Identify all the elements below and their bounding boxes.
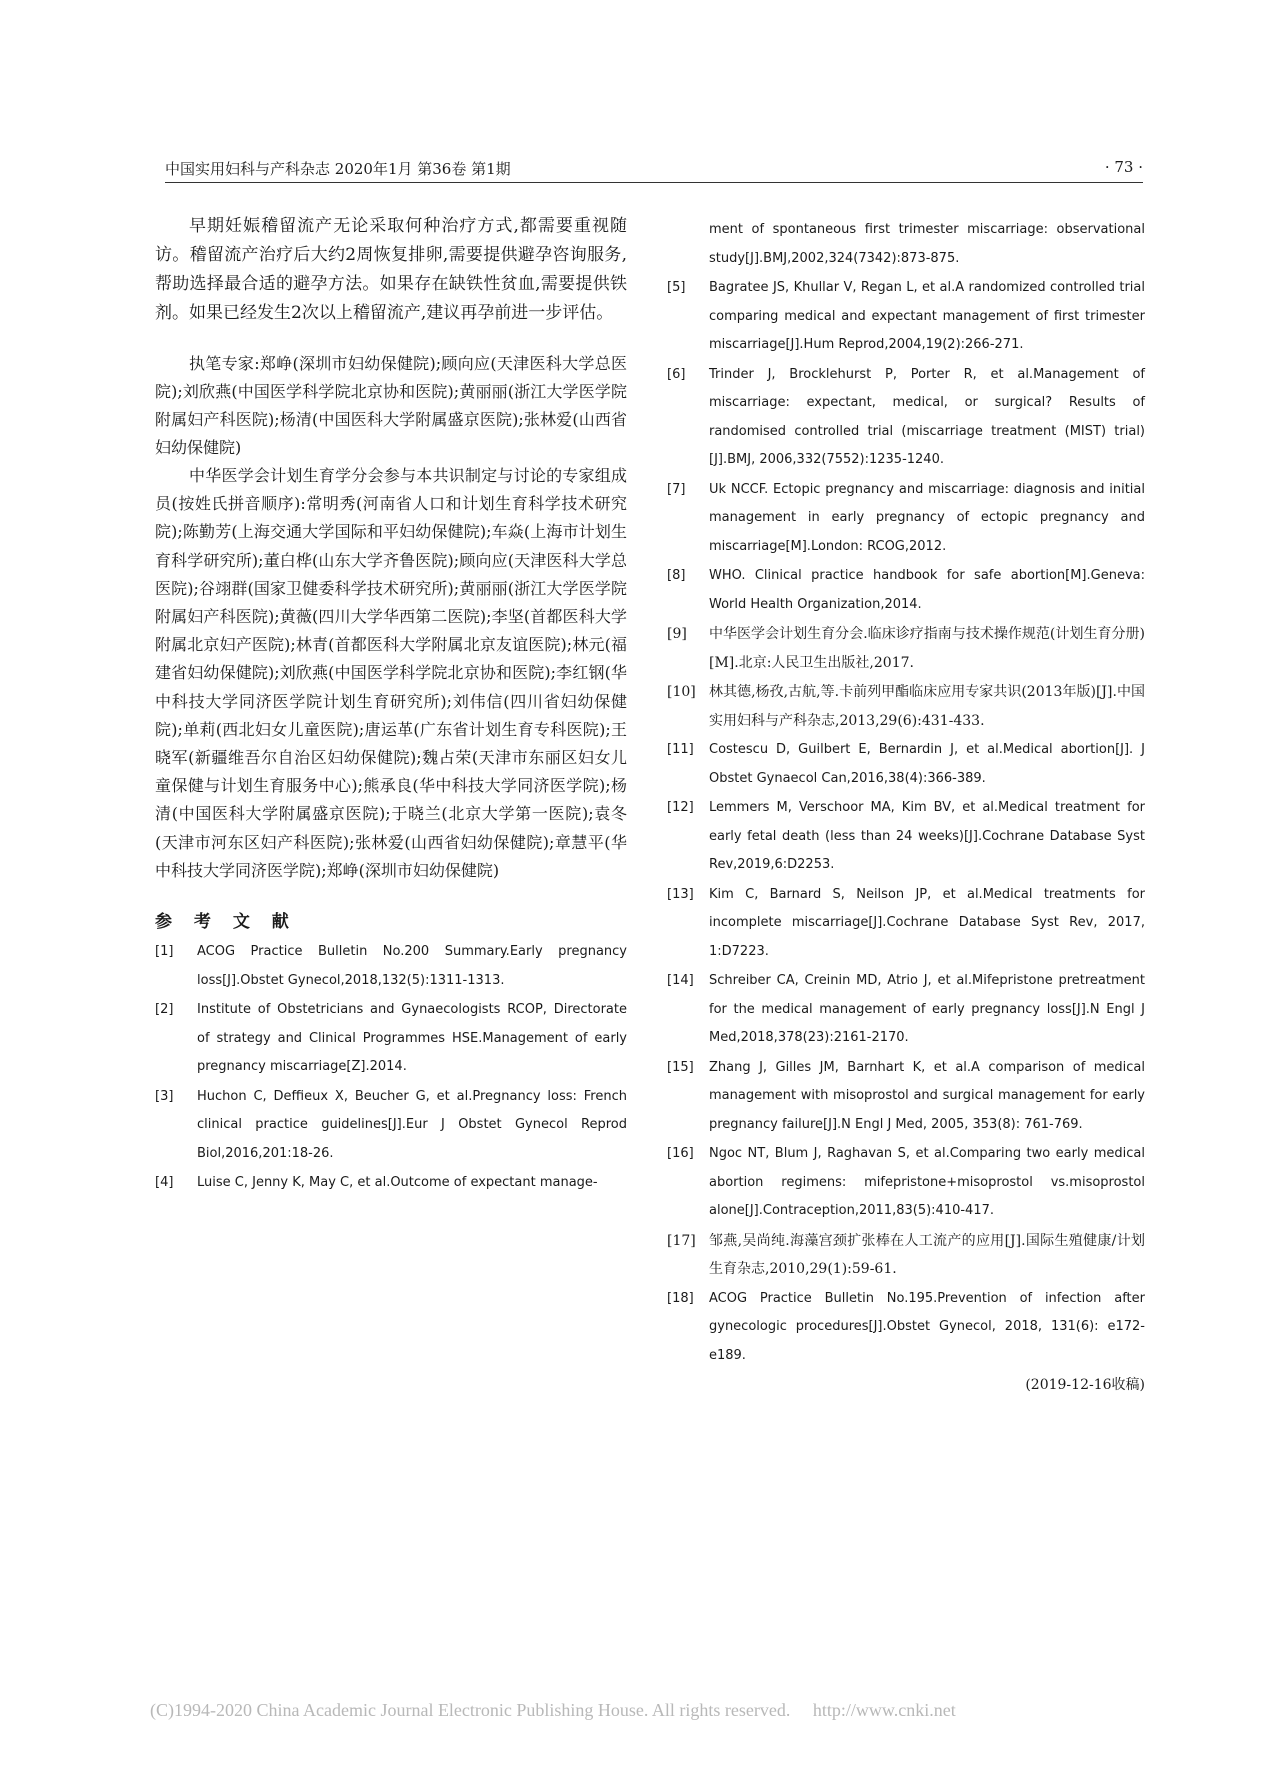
reference-number: [12] — [667, 800, 694, 815]
reference-item — [667, 620, 1145, 677]
reference-number: [11] — [667, 742, 694, 757]
references-list-left — [155, 938, 627, 1198]
reference-text: 中华医学会计划生育分会.临床诊疗指南与技术操作规范(计划生育分册)[M].北京:人民卫生出版社,2017. — [709, 626, 1145, 671]
reference-number: [15] — [667, 1059, 694, 1075]
reference-item — [155, 996, 627, 1082]
reference-item — [667, 562, 1145, 619]
reference-number: [16] — [667, 1146, 694, 1161]
reference-number: [9] — [667, 626, 687, 642]
reference-item — [155, 938, 627, 995]
reference-item — [667, 216, 1145, 273]
reference-text: Institute of Obstetricians and Gynaecologists RCOP, Directorate of strategy and Clinical Programmes HSE.Management of early pregnancy miscarriage[Z].2014. — [197, 1002, 627, 1075]
reference-item — [667, 476, 1145, 562]
reference-text: Huchon C, Deffieux X, Beucher G, et al.Pregnancy loss: French clinical practice guidelines[J].Eur J Obstet Gynecol Reprod Biol,2016,201:18-26. — [197, 1088, 627, 1161]
reference-number: [17] — [667, 1232, 696, 1249]
reference-item — [667, 967, 1145, 1053]
reference-text: Kim C, Barnard S, Neilson JP, et al.Medical treatments for incomplete miscarriage[J].Cochrane Database Syst Rev, 2017, 1:D7223. — [709, 886, 1145, 959]
reference-number: [3] — [155, 1088, 174, 1104]
left-column — [155, 212, 627, 1199]
reference-item — [667, 274, 1145, 360]
page-number: · 73 · — [1104, 158, 1143, 176]
reference-item — [667, 736, 1145, 793]
reference-number: [13] — [667, 886, 694, 902]
reference-number: [18] — [667, 1290, 694, 1306]
reference-item — [667, 361, 1145, 475]
running-header — [165, 156, 1143, 183]
reference-number: [10] — [667, 684, 696, 700]
reference-item — [667, 678, 1145, 735]
references-heading: 参 考 文 献 — [155, 912, 297, 933]
reference-text: Zhang J, Gilles JM, Barnhart K, et al.A comparison of medical management with misoprostol and surgical management for early pregnancy failure[J].N Engl J Med, 2005, 353(8): 761-769. — [709, 1059, 1145, 1132]
reference-number: [2] — [155, 1002, 174, 1018]
reference-item — [155, 1169, 627, 1198]
reference-item — [155, 1083, 627, 1169]
expert-group-paragraph: 中华医学会计划生育学分会参与本共识制定与讨论的专家组成员(按姓氏拼音顺序):常明秀(河南省人口和计划生育科学技术研究院);陈勤芳(上海交通大学国际和平妇幼保健院);车焱(上海市计划生育科学研究所);董白桦(山东大学齐鲁医院);顾向应(天津医科大学总医院);谷翊群(国家卫健委科学技术研究所);黄丽丽(浙江大学医学院附属妇产科医院);黄薇(四川大学华西第二医院);李坚(首都医科大学附属北京妇产医院);林青(首都医科大学附属北京友谊医院);林元(福建省妇幼保健院);刘欣燕(中国医学科学院北京协和医院);李红钢(华中科技大学同济医学院计划生育研究所);刘伟信(四川省妇幼保健院);单莉(西北妇女儿童医院);唐运革(广东省计划生育专科医院);王晓军(新疆维吾尔自治区妇幼保健院);魏占荣(天津市东丽区妇女儿童保健与计划生育服务中心);熊承良(华中科技大学同济医学院);杨清(中国医科大学附属盛京医院);于晓兰(北京大学第一医院);袁冬(天津市河东区妇产科医院);张林爱(山西省妇幼保健院);章慧平(华中科技大学同济医学院);郑峥(深圳市妇幼保健院) — [155, 466, 627, 880]
reference-number: [7] — [667, 481, 686, 497]
reference-number: [4] — [155, 1175, 174, 1191]
reference-text: 林其德,杨孜,古航,等.卡前列甲酯临床应用专家共识(2013年版)[J].中国实用妇科与产科杂志,2013,29(6):431-433. — [709, 684, 1145, 729]
reference-item — [667, 1054, 1145, 1140]
reference-item — [667, 881, 1145, 967]
reference-text: Ngoc NT, Blum J, Raghavan S, et al.Comparing two early medical abortion regimens: mifepristone+misoprostol vs.misoprostol alone[J].Contraception,2011,83(5):410-417. — [709, 1146, 1145, 1218]
reference-text: ACOG Practice Bulletin No.200 Summary.Early pregnancy loss[J].Obstet Gynecol,2018,132(5):1311-1313. — [197, 944, 627, 988]
reference-number: [1] — [155, 944, 174, 960]
reference-number: [5] — [667, 280, 686, 295]
reference-item — [667, 1227, 1145, 1284]
reference-item — [667, 1140, 1145, 1226]
reference-number: [8] — [667, 568, 686, 583]
references-list-right — [667, 216, 1145, 1370]
right-column — [667, 216, 1145, 1394]
body-paragraph: 早期妊娠稽留流产无论采取何种治疗方式,都需要重视随访。稽留流产治疗后大约2周恢复排卵,需要提供避孕咨询服务,帮助选择最合适的避孕方法。如果存在缺铁性贫血,需要提供铁剂。如果已经发生2次以上稽留流产,建议再孕前进一步评估。 — [155, 216, 627, 323]
reference-text: ment of spontaneous first trimester miscarriage: observational study[J].BMJ,2002,324(7342):873-875. — [709, 222, 1145, 266]
reference-item — [667, 1285, 1145, 1371]
journal-title: 中国实用妇科与产科杂志 2020年1月 第36卷 第1期 — [165, 160, 511, 178]
copyright-footer: (C)1994-2020 China Academic Journal Electronic Publishing House. All rights reserved. http://www.cnki.net — [150, 1700, 956, 1720]
reference-text: Uk NCCF. Ectopic pregnancy and miscarriage: diagnosis and initial management in early pregnancy of ectopic pregnancy and miscarriage[M].London: RCOG,2012. — [709, 481, 1145, 554]
reference-number: [14] — [667, 973, 694, 988]
reference-text: Bagratee JS, Khullar V, Regan L, et al.A randomized controlled trial comparing medical and expectant management of first trimester miscarriage[J].Hum Reprod,2004,19(2):266-271. — [709, 280, 1145, 352]
authors-paragraph: 执笔专家:郑峥(深圳市妇幼保健院);顾向应(天津医科大学总医院);刘欣燕(中国医学科学院北京协和医院);黄丽丽(浙江大学医学院附属妇产科医院);杨清(中国医科大学附属盛京医院);张林爱(山西省妇幼保健院) — [155, 354, 627, 457]
reference-text: 邹燕,吴尚纯.海藻宫颈扩张棒在人工流产的应用[J].国际生殖健康/计划生育杂志,2010,29(1):59-61. — [709, 1232, 1145, 1277]
reference-text: ACOG Practice Bulletin No.195.Prevention of infection after gynecologic procedures[J].Obstet Gynecol, 2018, 131(6): e172-e189. — [709, 1290, 1145, 1363]
received-date: (2019-12-16收稿) — [1025, 1377, 1145, 1393]
reference-item — [667, 794, 1145, 880]
reference-number: [6] — [667, 366, 686, 382]
reference-text: Schreiber CA, Creinin MD, Atrio J, et al.Mifepristone pretreatment for the medical management of early pregnancy loss[J].N Engl J Med,2018,378(23):2161-2170. — [709, 973, 1145, 1045]
reference-text: Trinder J, Brocklehurst P, Porter R, et al.Management of miscarriage: expectant, medical, or surgical? Results of randomised controlled trial (miscarriage treatment (MIST) trial)[J].BMJ, 2006,332(7552):1235-1240. — [709, 366, 1145, 467]
reference-text: Costescu D, Guilbert E, Bernardin J, et al.Medical abortion[J]. J Obstet Gynaecol Can,2016,38(4):366-389. — [709, 742, 1145, 786]
reference-text: Lemmers M, Verschoor MA, Kim BV, et al.Medical treatment for early fetal death (less than 24 weeks)[J].Cochrane Database Syst Rev,2019,6:D2253. — [709, 800, 1145, 872]
reference-text: Luise C, Jenny K, May C, et al.Outcome of expectant manage- — [197, 1175, 598, 1191]
reference-text: WHO. Clinical practice handbook for safe abortion[M].Geneva: World Health Organization,2014. — [709, 568, 1145, 612]
